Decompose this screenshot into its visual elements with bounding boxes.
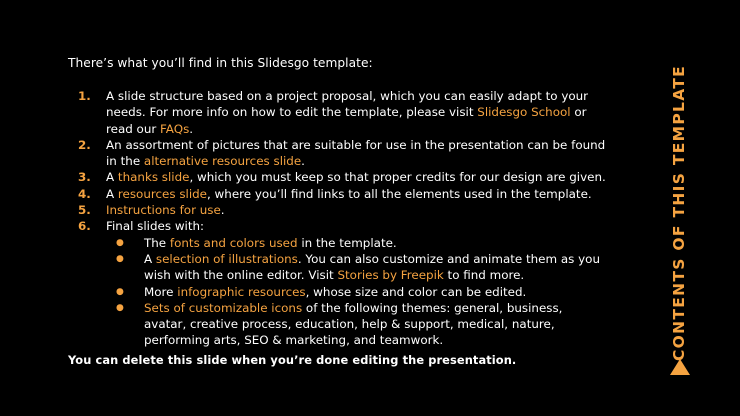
list-item — [68, 88, 608, 137]
list-item — [68, 169, 608, 185]
text-segment: . — [301, 154, 305, 169]
list-item-text — [106, 138, 605, 168]
text-segment: of the following themes: general, business, avatar, creative process, education, help & support, medical, nature, performing arts, SEO & marketing, and teamwork. — [144, 300, 563, 348]
text-segment: A — [106, 170, 118, 185]
list-number: 2. — [78, 137, 91, 152]
list-number: 4. — [78, 186, 91, 201]
bullet-icon: ● — [116, 253, 124, 264]
text-link[interactable]: Stories by Freepik — [337, 268, 444, 283]
bullet-icon: ● — [116, 237, 124, 248]
sub-list-item-text — [144, 285, 526, 299]
list-number: 1. — [78, 89, 91, 103]
text-link[interactable]: Sets of customizable icons — [144, 300, 303, 315]
triangle-decoration — [670, 359, 690, 375]
text-segment: . You can also customize and animate them as you wish with the online editor. Visit — [144, 251, 600, 283]
text-segment: . — [189, 121, 194, 136]
list-item-text — [106, 89, 588, 136]
list-number: 6. — [78, 219, 91, 234]
list-number: 3. — [78, 170, 91, 185]
list-number: 5. — [78, 203, 91, 218]
text-segment: A slide structure based on a project proposal, which you can easily adapt to your needs. For more info on how to edit the template, please visit — [106, 89, 589, 120]
text-segment: , whose size and color can be edited. — [305, 284, 527, 299]
sub-list-item-text — [144, 236, 397, 250]
text-segment: A — [106, 186, 118, 201]
bullet-icon: ● — [116, 286, 124, 297]
text-link[interactable]: FAQs — [160, 121, 190, 136]
text-link[interactable]: Slidesgo School — [477, 105, 571, 120]
intro-text: There’s what you’ll find in this Slidesgo template: — [68, 56, 373, 70]
text-segment: A — [144, 251, 156, 266]
sub-list-item-text — [144, 301, 562, 348]
sub-list-item-text — [144, 252, 600, 282]
sub-list-item — [106, 284, 608, 300]
list-item-text — [106, 203, 225, 217]
text-link[interactable]: resources slide — [117, 186, 207, 201]
list-item-text — [106, 219, 204, 233]
text-link[interactable]: infographic resources — [177, 284, 306, 299]
text-segment: , which you must keep so that proper credits for our design are given. — [189, 170, 606, 185]
text-link[interactable]: fonts and colors used — [169, 235, 298, 250]
list-item-text — [106, 187, 592, 201]
text-link[interactable]: Instructions for use — [106, 203, 221, 218]
contents-list — [68, 88, 608, 349]
list-item-text — [106, 170, 606, 184]
list-item — [68, 137, 608, 170]
bullet-icon: ● — [116, 302, 124, 313]
text-segment: More — [144, 284, 178, 299]
text-segment: An assortment of pictures that are suitable for use in the presentation can be found in the — [106, 137, 606, 169]
text-link[interactable]: thanks slide — [117, 170, 190, 185]
text-segment: . — [220, 203, 225, 218]
text-link[interactable]: selection of illustrations — [155, 251, 298, 266]
list-item — [68, 202, 608, 218]
list-item — [68, 218, 608, 234]
sub-list-item — [106, 251, 608, 284]
list-item — [68, 186, 608, 202]
text-segment: Final slides with: — [106, 219, 205, 234]
text-segment: The — [144, 235, 170, 250]
text-segment: , where you’ll find links to all the elements used in the template. — [207, 186, 592, 201]
text-segment: in the template. — [297, 235, 397, 250]
text-link[interactable]: alternative resources slide — [143, 154, 302, 169]
sub-list-item — [106, 300, 608, 349]
text-segment: or read our — [106, 105, 587, 136]
footer-note: You can delete this slide when you’re done editing the presentation. — [68, 353, 517, 367]
sub-list-item — [106, 235, 608, 251]
vertical-title: CONTENTS OF THIS TEMPLATE — [670, 64, 688, 362]
text-segment: to find more. — [443, 268, 525, 283]
sub-list — [68, 235, 608, 349]
